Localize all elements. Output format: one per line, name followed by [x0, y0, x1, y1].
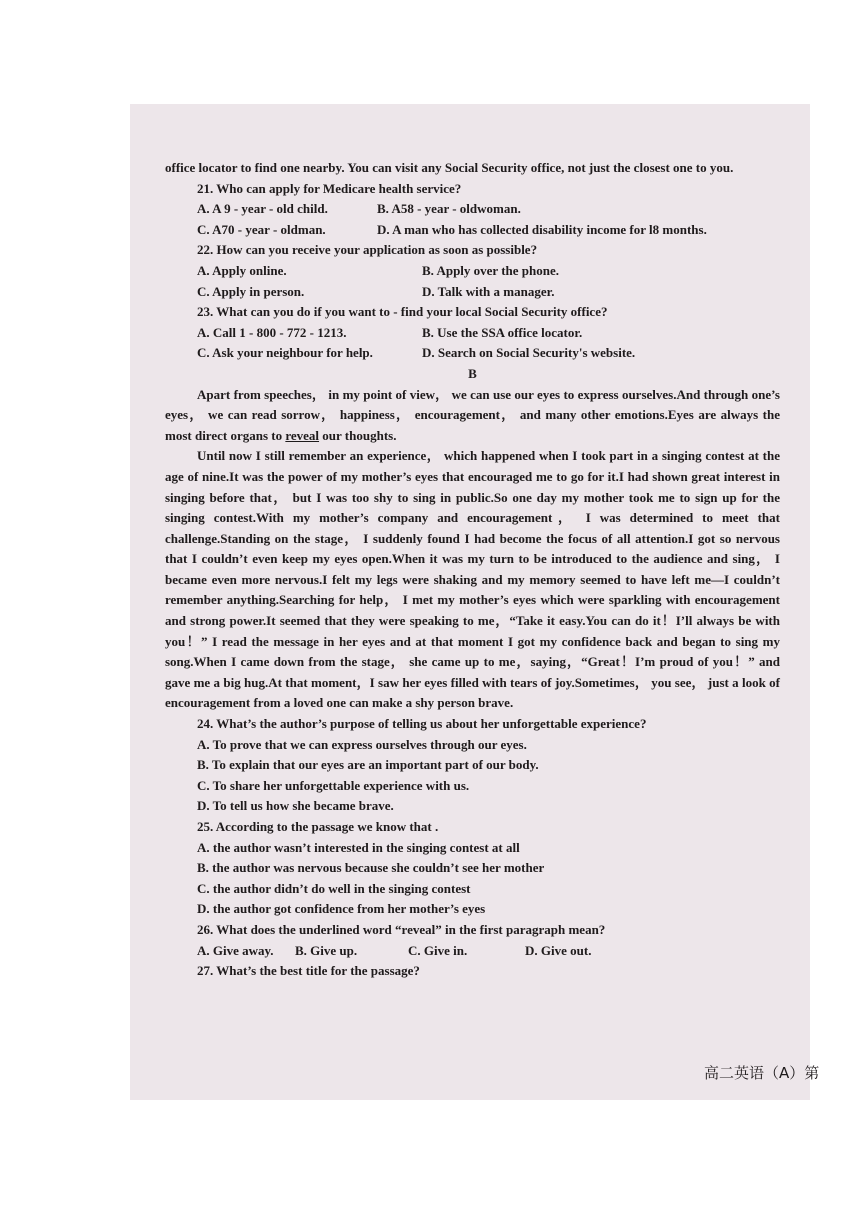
q23-options-row2 — [165, 343, 780, 364]
q24-option-d: D. To tell us how she became brave. — [197, 798, 394, 814]
q21-option-d: D. A man who has collected disability income for l8 months. — [377, 221, 707, 237]
intro-tail-text: office locator to find one nearby. You can visit any Social Security office, not just the closest one to you. — [165, 160, 734, 175]
q23-option-b: B. Use the SSA office locator. — [422, 324, 583, 340]
q24-option-b: B. To explain that our eyes are an important part of our body. — [197, 757, 539, 773]
para1-text-before: Apart from speeches， in my point of view， we can use our eyes to express ourselves.And through one’s eyes， we can read sorrow， happiness， encouragement， and many other emotions.Eyes are always the most direct organs to — [165, 386, 780, 443]
q23-stem: 23. What can you do if you want to - find your local Social Security office? — [197, 304, 608, 320]
q22-option-b: B. Apply over the phone. — [422, 262, 560, 278]
q26-options — [165, 941, 780, 962]
q25-option-d: D. the author got confidence from her mother’s eyes — [197, 901, 486, 917]
passage-paragraph-2: Until now I still remember an experience， which happened when I took part in a singing contest at the age of nine.It was the power of my mother’s eyes that encouraged me to go for it.I had shown great interest in singing before that， but I was too shy to sing in public.So one day my mother took me to sign up for the singing contest.With my mother’s company and encouragement， I was determined to meet that challenge.Standing on the stage， I suddenly found I had become the focus of all attention.I got so nervous that I couldn’t even keep my eyes open.When it was my turn to be introduced to the audience and sing， I became even more nervous.I felt my legs were shaking and my memory seemed to have left me—I couldn’t remember anything.Searching for help， I met my mother’s eyes which were sparkling with encouragement and strong power.It seemed that they were speaking to me，“Take it easy.You can do it！I’ll always be with you！” I read the message in her eyes and at that moment I got my confidence back and began to sing my song.When I came down from the stage， she came up to me，saying，“Great！I’m proud of you！” and gave me a big hug.At that moment，I saw her eyes filled with tears of joy.Sometimes， you see， just a look of encouragement from a loved one can make a shy person brave. — [165, 448, 780, 711]
q26-option-d: D. Give out. — [525, 942, 592, 958]
q23-option-d: D. Search on Social Security's website. — [422, 345, 636, 361]
q27-stem: 27. What’s the best title for the passage? — [197, 963, 420, 979]
q22-options-row2 — [165, 282, 780, 303]
q25-option-c: C. the author didn’t do well in the singing contest — [197, 880, 471, 896]
para1-text-after: our thoughts. — [319, 427, 397, 443]
q25-option-b: B. the author was nervous because she couldn’t see her mother — [197, 860, 545, 876]
q22-option-a: A. Apply online. — [197, 262, 287, 278]
q21-options-row1 — [165, 199, 780, 220]
passage-paragraph-1 — [165, 385, 780, 447]
q21-stem: 21. Who can apply for Medicare health service? — [197, 180, 462, 196]
scanned-page — [130, 104, 820, 1100]
q26-option-c: C. Give in. — [408, 942, 468, 958]
q23-option-c: C. Ask your neighbour for help. — [197, 345, 373, 361]
q24-stem: 24. What’s the author’s purpose of telling us about her unforgettable experience? — [197, 716, 647, 732]
q24-option-c: C. To share her unforgettable experience with us. — [197, 777, 470, 793]
q21-options-row2 — [165, 220, 780, 241]
q26-option-b: B. Give up. — [295, 942, 358, 958]
q23-options-row1 — [165, 323, 780, 344]
section-b-heading: B — [468, 365, 477, 381]
page-content — [165, 158, 780, 982]
q21-option-a: A. A 9 - year - old child. — [197, 201, 328, 217]
q25-option-a: A. the author wasn’t interested in the singing contest at all — [197, 839, 520, 855]
q26-stem: 26. What does the underlined word “reveal” in the first paragraph mean? — [197, 921, 606, 937]
q22-option-d: D. Talk with a manager. — [422, 283, 555, 299]
q21-option-b: B. A58 - year - oldwoman. — [377, 201, 521, 217]
q25-stem: 25. According to the passage we know that . — [197, 819, 439, 834]
q22-option-c: C. Apply in person. — [197, 283, 305, 299]
underlined-word-reveal: reveal — [285, 427, 320, 443]
q26-option-a: A. Give away. — [197, 942, 274, 958]
page-footer: 高二英语（A）第 — [704, 1064, 820, 1082]
q22-stem: 22. How can you receive your application as soon as possible? — [197, 242, 538, 258]
q21-option-c: C. A70 - year - oldman. — [197, 221, 326, 237]
q22-options-row1 — [165, 261, 780, 282]
q23-option-a: A. Call 1 - 800 - 772 - 1213. — [197, 324, 347, 340]
q24-option-a: A. To prove that we can express ourselves through our eyes. — [197, 736, 527, 752]
